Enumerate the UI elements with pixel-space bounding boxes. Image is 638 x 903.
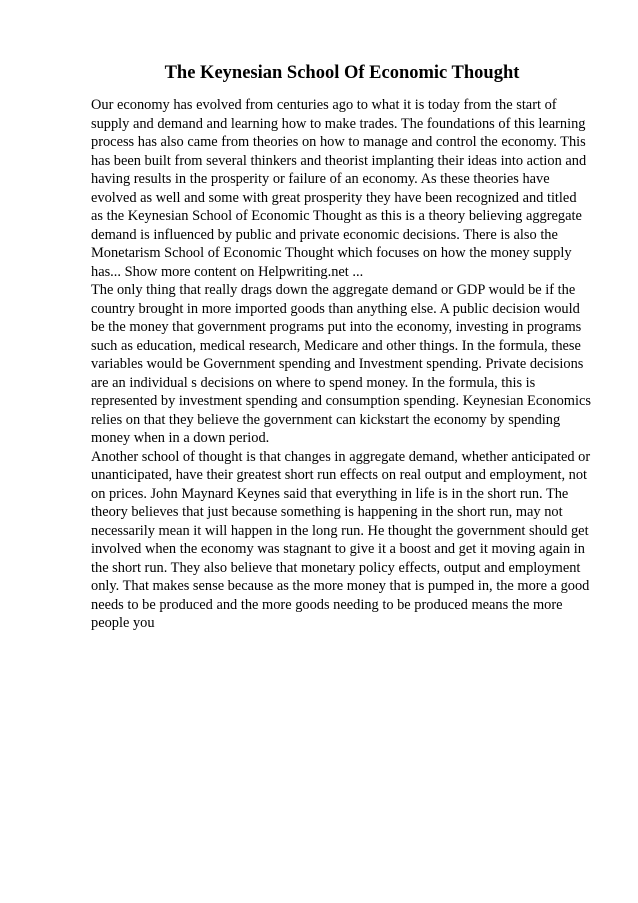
document-title: The Keynesian School Of Economic Thought bbox=[164, 63, 520, 83]
paragraph-1: Our economy has evolved from centuries ago to what it is today from the start of supply and demand and learning how to make trades. The foundations of this learning process has also came from theories on how to manage and control the economy. This has been built from several thinkers and theorist implanting their ideas into action and having results in the prosperity or failure of an economy. As these theories have evolved as well and some with great prosperity they have been recognized and titled as the Keynesian School of Economic Thought as this is a theory believing aggregate demand is influenced by public and private economic decisions. There is also the Monetarism School of Economic Thought which focuses on how the money supply has... Show more content on Helpwriting.net ... bbox=[91, 97, 587, 280]
paragraph-3: Another school of thought is that changes in aggregate demand, whether anticipated or unanticipated, have their greatest short run effects on real output and employment, not on prices. John Maynard Keynes said that everything in life is in the short run. The theory believes that just because something is happening in the short run, may not necessarily mean it will happen in the long run. He thought the government should get involved when the economy was stagnant to give it a boost and get it moving again in the short run. They also believe that monetary policy effects, output and employment only. That makes sense because as the more money that is pumped in, the more a good needs to be produced and the more goods needing to be produced means the more people you bbox=[91, 448, 591, 631]
paragraph-2: The only thing that really drags down the aggregate demand or GDP would be if the country brought in more imported goods than anything else. A public decision would be the money that government programs put into the economy, investing in programs such as education, medical research, Medicare and other things. In the formula, these variables would be Government spending and Investment spending. Private decisions are an individual s decisions on where to spend money. In the formula, this is represented by investment spending and consumption spending. Keynesian Economics relies on that they believe the government can kickstart the economy by spending money when in a down period. bbox=[91, 282, 591, 446]
document-body bbox=[91, 96, 591, 633]
